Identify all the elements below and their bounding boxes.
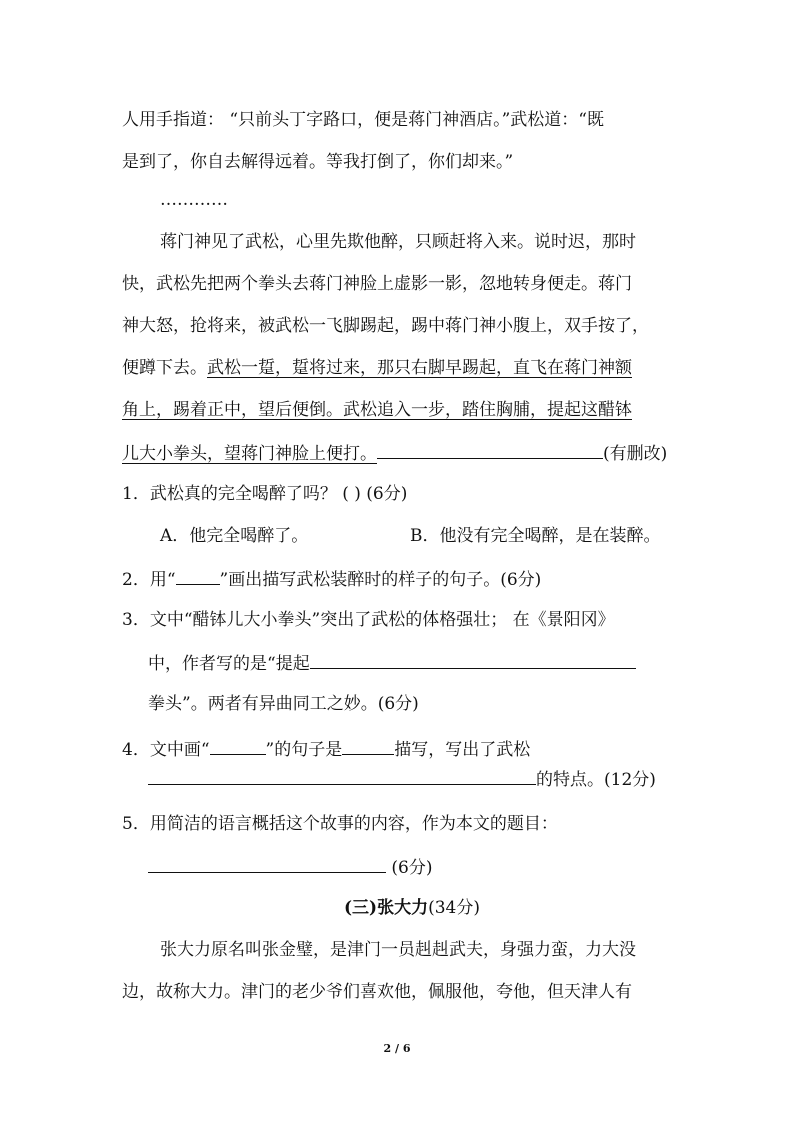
passage-line-2: 是到了，你自去解得远着。等我打倒了，你们却来。” xyxy=(122,152,514,172)
question-4-end: 描写，写出了武松 xyxy=(394,740,531,760)
adapted-note: (有删改) xyxy=(603,444,668,464)
question-4-type-blank[interactable] xyxy=(342,736,394,755)
question-4-mark-blank xyxy=(210,736,266,755)
section-3-title: (三)张大力 xyxy=(344,898,429,918)
underlined-sentence-part-2: 角上，踢着正中，望后便倒。武松追入一步，踏住胸脯，提起这醋钵 xyxy=(122,400,632,420)
page-number: 2 / 6 xyxy=(383,1042,411,1055)
section-3-heading xyxy=(344,896,480,920)
question-4-mid: ”的句子是 xyxy=(265,740,343,760)
passage-line-5: 神大怒，抢将来，被武松一飞脚踢起，踢中蒋门神小腹上，双手按了， xyxy=(122,316,649,336)
question-5-line-1: 5．用简洁的语言概括这个故事的内容，作为本文的题目： xyxy=(122,814,558,834)
question-3-line-3: 拳头”。两者有异曲同工之妙。(6分) xyxy=(148,694,419,714)
question-2-start: 2．用“ xyxy=(122,570,176,590)
section-3-line-1: 张大力原名叫张金璧，是津门一员赳赳武夫，身强力蛮，力大没 xyxy=(160,940,636,960)
question-3-answer-blank[interactable] xyxy=(310,650,636,669)
question-4-line-1 xyxy=(122,736,530,762)
underlined-sentence-part-3: 儿大小拳头，望蒋门神脸上便打。 xyxy=(122,444,377,464)
question-4-start: 4．文中画“ xyxy=(122,740,210,760)
question-1-option-b: B．他没有完全喝醉，是在装醉。 xyxy=(410,526,661,546)
question-5-answer-blank[interactable] xyxy=(148,854,386,873)
question-3-prompt: 中，作者写的是“提起 xyxy=(148,654,310,674)
section-3-score: (34分) xyxy=(428,898,480,918)
passage-line-1: 人用手指道： “只前头丁字路口，便是蒋门神酒店。”武松道：“既 xyxy=(122,110,604,130)
question-2-blank xyxy=(176,566,220,585)
passage-line-6 xyxy=(122,356,632,380)
question-2-end: ”画出描写武松装醉时的样子的句子。(6分) xyxy=(219,570,542,590)
question-3-line-1: 3．文中“醋钵儿大小拳头”突出了武松的体格强壮； 在《景阳冈》 xyxy=(122,610,615,630)
passage-line-6-start: 便蹲下去。 xyxy=(122,358,207,378)
underlined-sentence-part-1: 武松一踅，踅将过来，那只右脚早踢起，直飞在蒋门神额 xyxy=(207,358,632,378)
question-1: 1．武松真的完全喝醉了吗？ ( ) (6分) xyxy=(122,484,408,504)
underline-tail xyxy=(377,440,603,459)
question-5-score: (6分) xyxy=(386,858,433,878)
section-3-line-2: 边，故称大力。津门的老少爷们喜欢他，佩服他，夸他，但天津人有 xyxy=(122,982,632,1002)
question-2 xyxy=(122,566,541,592)
passage-line-8 xyxy=(122,440,667,466)
passage-line-4: 快，武松先把两个拳头去蒋门神脸上虚影一影，忽地转身便走。蒋门 xyxy=(122,274,632,294)
question-4-answer-blank[interactable] xyxy=(148,766,536,785)
question-5-line-2 xyxy=(148,854,432,880)
question-4-tail: 的特点。(12分) xyxy=(536,770,656,790)
passage-line-3: 蒋门神见了武松，心里先欺他醉，只顾赶将入来。说时迟，那时 xyxy=(160,232,636,252)
passage-ellipsis: ………… xyxy=(160,190,228,210)
question-3-line-2 xyxy=(148,650,636,676)
question-4-line-2 xyxy=(148,766,656,792)
question-1-option-a: A．他完全喝醉了。 xyxy=(160,526,309,546)
